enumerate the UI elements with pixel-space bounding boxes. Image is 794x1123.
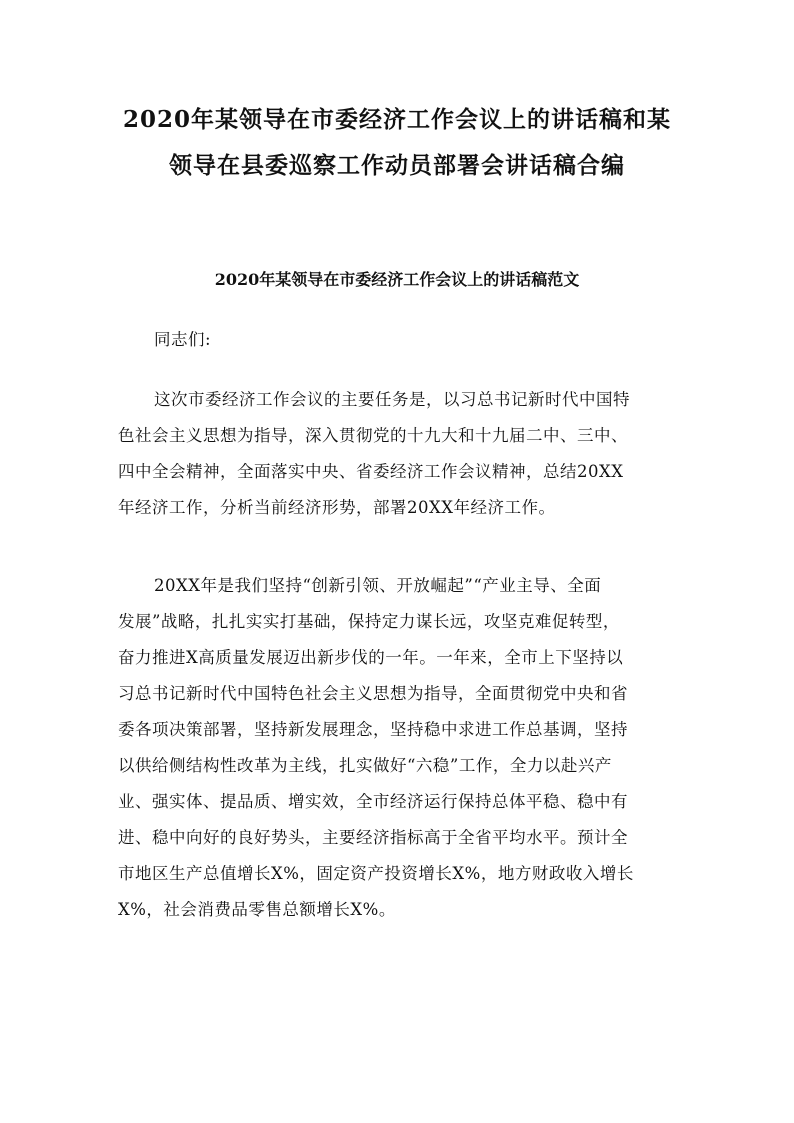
paragraph-line: 奋力推进X高质量发展迈出新步伐的一年。一年来，全市上下坚持以 xyxy=(118,648,624,667)
paragraph-line: 发展”战略，扎扎实实打基础，保持定力谋长远，攻坚克难促转型， xyxy=(118,612,620,631)
paragraph-line: 色社会主义思想为指导，深入贯彻党的十九大和十九届二中、三中、 xyxy=(118,426,628,445)
salutation-text: 同志们: xyxy=(154,330,212,349)
salutation xyxy=(118,322,684,358)
paragraph-line: 20XX年是我们坚持“创新引领、开放崛起”“产业主导、全面 xyxy=(154,576,602,595)
document-title-line-1: 2020年某领导在市委经济工作会议上的讲话稿和某 xyxy=(122,106,671,133)
paragraph-line: 习总书记新时代中国特色社会主义思想为指导，全面贯彻党中央和省 xyxy=(118,684,628,703)
section-title: 2020年某领导在市委经济工作会议上的讲话稿范文 xyxy=(214,270,580,289)
paragraph-line: 委各项决策部署，坚持新发展理念，坚持稳中求进工作总基调，坚持 xyxy=(118,720,628,739)
paragraph-line: 年经济工作，分析当前经济形势，部署20XX年经济工作。 xyxy=(118,498,556,517)
paragraph-line: 四中全会精神，全面落实中央、省委经济工作会议精神，总结20XX xyxy=(118,462,624,481)
paragraph-2 xyxy=(118,568,684,928)
paragraph-line: 业、强实体、提品质、增实效，全市经济运行保持总体平稳、稳中有 xyxy=(118,792,628,811)
paragraph-line: 市地区生产总值增长X%，固定资产投资增长X%，地方财政收入增长 xyxy=(118,864,634,883)
paragraph-line: X%，社会消费品零售总额增长X%。 xyxy=(118,900,396,919)
paragraph-line: 进、稳中向好的良好势头，主要经济指标高于全省平均水平。预计全 xyxy=(118,828,628,847)
paragraph-line: 这次市委经济工作会议的主要任务是，以习总书记新时代中国特 xyxy=(154,390,630,409)
document-title xyxy=(100,97,694,189)
paragraph-1 xyxy=(118,382,684,526)
paragraph-line: 以供给侧结构性改革为主线，扎实做好“六稳”工作，全力以赴兴产 xyxy=(118,756,612,775)
document-title-line-2: 领导在县委巡察工作动员部署会讲话稿合编 xyxy=(169,152,625,179)
